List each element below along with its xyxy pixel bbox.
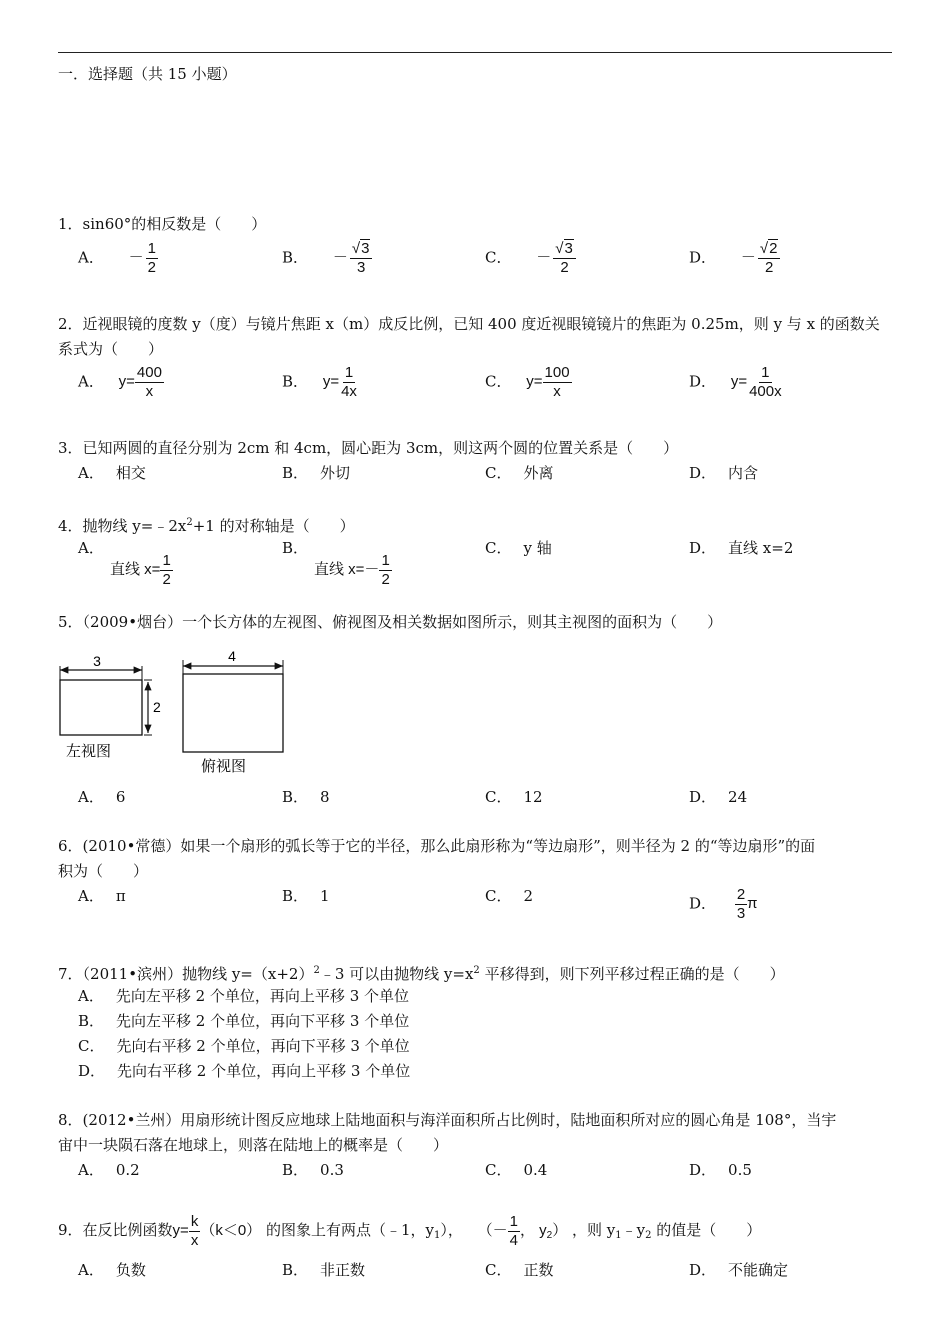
q3-option-c[interactable]: C． 外离 <box>485 464 554 482</box>
q7-option-c[interactable]: C． 先向右平移 2 个单位，再向下平移 3 个单位 <box>78 1037 410 1055</box>
q4-option-c[interactable]: C． y 轴 <box>485 539 552 557</box>
question-6-stem-line1: 6．(2010•常德）如果一个扇形的弧长等于它的半径，那么此扇形称为“等边扇形”，则半径为 2 的“等边扇形”的面 <box>58 837 816 855</box>
q4-option-b[interactable]: B． 直线 x=－ $\frac{1}{2}$ <box>282 539 390 588</box>
q2-option-a[interactable]: A． y= $\frac{400}{x}$ <box>78 364 162 400</box>
left-view-caption: 左视图 <box>66 743 112 760</box>
q8-option-b[interactable]: B． 0.3 <box>282 1161 344 1179</box>
question-1-stem: 1．sin60°的相反数是（ ） <box>58 215 267 233</box>
q7-option-d[interactable]: D． 先向右平移 2 个单位，再向上平移 3 个单位 <box>78 1062 411 1080</box>
q6-option-c[interactable]: C． 2 <box>485 887 534 905</box>
question-3-stem: 3．已知两圆的直径分别为 2cm 和 4cm，圆心距为 3cm，则这两个圆的位置关系是（ ） <box>58 439 679 457</box>
question-7-stem: 7．（2011•滨州）抛物线 $y=(x+2)^2﹣3$ 可以由抛物线 $y=x^2$ 平移得到，则下列平移过程正确的是（ ） <box>58 965 785 983</box>
q6-option-a[interactable]: A． π <box>78 887 126 905</box>
q8-option-d[interactable]: D． 0.5 <box>689 1161 752 1179</box>
q4-option-d[interactable]: D． 直线 x=2 <box>689 539 794 557</box>
q5-option-d[interactable]: D． 24 <box>689 788 748 806</box>
q7-option-b[interactable]: B． 先向左平移 2 个单位，再向下平移 3 个单位 <box>78 1012 410 1030</box>
q2-option-c[interactable]: C． y= $\frac{100}{x}$ <box>485 364 570 400</box>
question-9-stem: 9．在反比例函数y= $\frac{k}{x}$ （k＜0） 的图象上有两点（﹣1，$y_1$）， （－ $\frac{1}{4}$ ， $y_2$） ，则 $y_1﹣y_2$ 的值是（ ） <box>58 1212 762 1249</box>
q6-option-b[interactable]: B． 1 <box>282 887 330 905</box>
q9-option-a[interactable]: A． 负数 <box>78 1261 146 1279</box>
question-4-stem: 4．抛物线 $y=﹣2x^2+1$ 的对称轴是（ ） <box>58 517 355 535</box>
top-view-caption: 俯视图 <box>201 758 247 775</box>
q2-option-d[interactable]: D． y= $\frac{1}{400x}$ <box>689 364 782 400</box>
q3-option-d[interactable]: D． 内含 <box>689 464 759 482</box>
q5-figure <box>56 644 296 780</box>
q6-option-d[interactable]: D． $\frac{2}{3}$ π <box>689 886 758 922</box>
q9-option-d[interactable]: D． 不能确定 <box>689 1261 789 1279</box>
q5-option-a[interactable]: A． 6 <box>78 788 126 806</box>
q5-option-b[interactable]: B． 8 <box>282 788 330 806</box>
q8-option-c[interactable]: C． 0.4 <box>485 1161 548 1179</box>
question-8-stem-line1: 8．(2012•兰州）用扇形统计图反应地球上陆地面积与海洋面积所占比例时，陆地面积所对应的圆心角是 108°，当宇 <box>58 1111 837 1129</box>
q7-option-a[interactable]: A． 先向左平移 2 个单位，再向上平移 3 个单位 <box>78 987 410 1005</box>
q9-option-b[interactable]: B． 非正数 <box>282 1261 366 1279</box>
question-2-stem-line2: 系式为（ ） <box>58 340 164 358</box>
header-rule <box>58 52 892 53</box>
q1-option-b[interactable]: B． － $\frac{√3}{3}$ <box>282 240 372 277</box>
q3-option-a[interactable]: A． 相交 <box>78 464 146 482</box>
question-2-stem-line1: 2．近视眼镜的度数 y（度）与镜片焦距 x（m）成反比例，已知 400 度近视眼镜镜片的焦距为 0.25m，则 y 与 x 的函数关 <box>58 315 880 333</box>
q8-option-a[interactable]: A． 0.2 <box>78 1161 140 1179</box>
left-view <box>60 653 161 760</box>
q4-option-a[interactable]: A． 直线 x= $\frac{1}{2}$ <box>78 539 171 588</box>
q9-option-c[interactable]: C． 正数 <box>485 1261 554 1279</box>
q5-option-c[interactable]: C． 12 <box>485 788 543 806</box>
question-8-stem-line2: 宙中一块陨石落在地球上，则落在陆地上的概率是（ ） <box>58 1136 449 1154</box>
q1-option-d[interactable]: D． － $\frac{√2}{2}$ <box>689 240 780 277</box>
top-view <box>183 648 283 775</box>
q1-option-c[interactable]: C． － $\frac{√3}{2}$ <box>485 240 576 277</box>
left-view-width-label: 3 <box>93 653 101 669</box>
left-view-height-label: 2 <box>153 699 161 715</box>
q2-option-b[interactable]: B． y= $\frac{1}{4x}$ <box>282 364 357 400</box>
question-5-stem: 5．（2009•烟台）一个长方体的左视图、俯视图及相关数据如图所示，则其主视图的面积为（ ） <box>58 613 723 631</box>
question-6-stem-line2: 积为（ ） <box>58 862 149 880</box>
q3-option-b[interactable]: B． 外切 <box>282 464 351 482</box>
section-title: 一．选择题（共 15 小题） <box>58 65 237 83</box>
q1-option-a[interactable]: A． － $\frac{1}{2}$ <box>78 240 156 276</box>
top-view-width-label: 4 <box>228 648 236 664</box>
